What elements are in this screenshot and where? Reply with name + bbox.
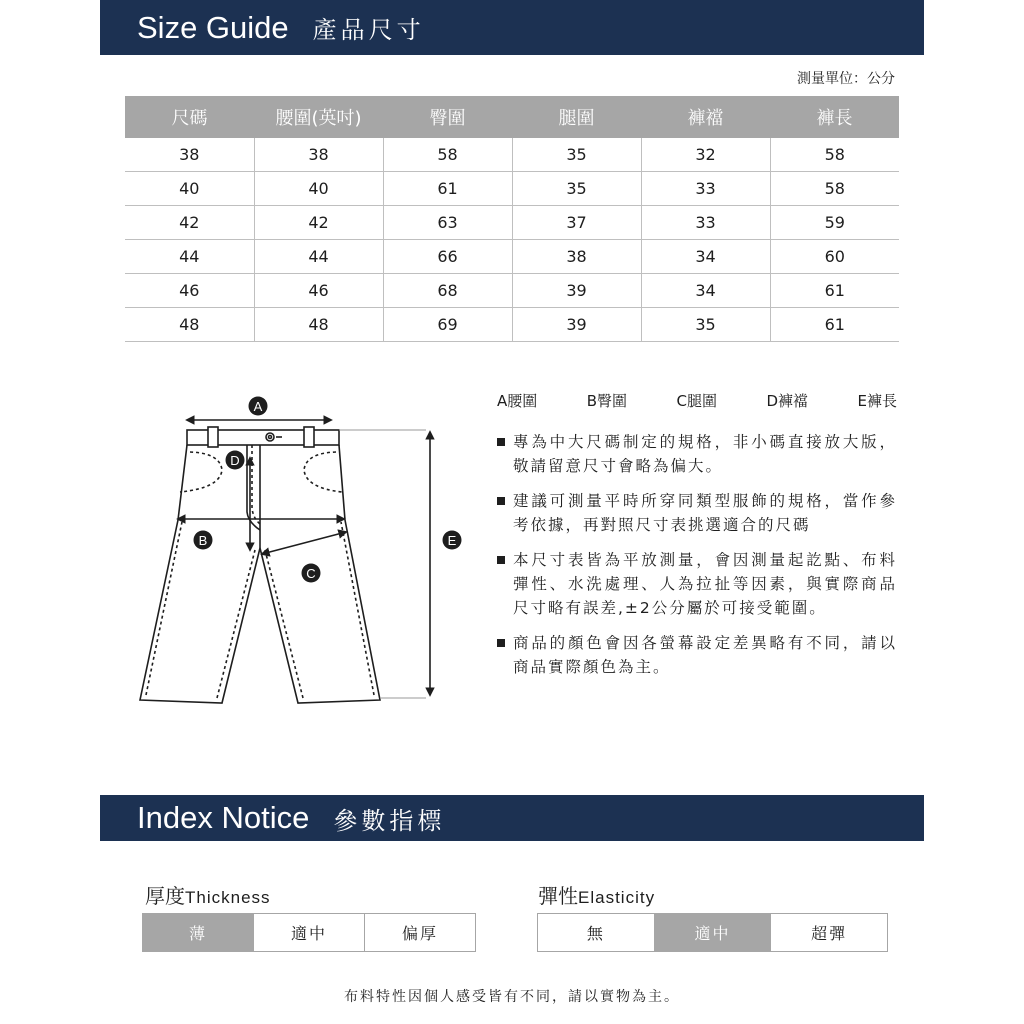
marker-d	[226, 451, 245, 470]
thickness-label-zh: 厚度	[145, 884, 185, 908]
square-bullet-icon	[497, 438, 505, 446]
marker-b-label: B	[198, 533, 208, 548]
table-cell: 46	[125, 274, 254, 308]
table-cell: 68	[383, 274, 512, 308]
table-row	[125, 240, 899, 274]
measurement-unit: 測量單位：公分	[797, 71, 895, 87]
note-item	[497, 548, 897, 620]
table-cell: 59	[770, 206, 899, 240]
pants-measurement-diagram	[130, 390, 457, 720]
size-table-body	[125, 138, 899, 342]
index-notice-banner	[100, 795, 924, 841]
thickness-title	[145, 880, 271, 909]
note-item	[497, 430, 897, 478]
square-bullet-icon	[497, 639, 505, 647]
table-cell: 35	[512, 138, 641, 172]
elasticity-option: 超彈	[811, 924, 848, 943]
size-guide-title-en: Size Guide	[137, 9, 289, 45]
table-cell: 60	[770, 240, 899, 274]
note-text: 專為中大尺碼制定的規格，非小碼直接放大版，敬請留意尺寸會略為偏大。	[513, 433, 897, 475]
elasticity-label-en: Elasticity	[578, 888, 656, 907]
thickness-option: 適中	[254, 914, 365, 951]
table-cell: 35	[641, 308, 770, 342]
legend-item: A腰圍	[497, 392, 538, 410]
note-item	[497, 489, 897, 537]
table-cell: 69	[383, 308, 512, 342]
table-cell: 66	[383, 240, 512, 274]
table-cell: 58	[770, 172, 899, 206]
table-cell: 39	[512, 308, 641, 342]
index-notice-title-en: Index Notice	[137, 800, 310, 835]
table-cell: 44	[125, 240, 254, 274]
pants-outline	[140, 427, 380, 703]
marker-e-label: E	[447, 533, 457, 548]
table-cell: 48	[125, 308, 254, 342]
marker-e	[443, 531, 462, 550]
elasticity-label-zh: 彈性	[538, 884, 578, 908]
thickness-label-en: Thickness	[185, 888, 271, 907]
index-notice-title-zh: 參數指標	[333, 806, 446, 835]
table-cell: 40	[254, 172, 383, 206]
note-item	[497, 631, 897, 679]
square-bullet-icon	[497, 556, 505, 564]
square-bullet-icon	[497, 497, 505, 505]
note-text: 本尺寸表皆為平放測量，會因測量起訖點、布料彈性、水洗處理、人為拉扯等因素，與實際商品尺寸略有誤差,±2公分屬於可接受範圍。	[513, 551, 897, 617]
footer-note: 布料特性因個人感受皆有不同，請以實物為主。	[344, 989, 680, 1005]
table-row	[125, 308, 899, 342]
table-row	[125, 172, 899, 206]
column-header: 腰圍(英吋)	[254, 96, 383, 138]
elasticity-scale	[537, 913, 888, 952]
marker-b	[194, 531, 213, 550]
measure-lines	[178, 420, 430, 698]
column-header: 褲襠	[641, 96, 770, 138]
marker-a	[249, 397, 268, 416]
thickness-option: 偏厚	[401, 924, 438, 943]
elasticity-option: 無	[538, 914, 655, 951]
elasticity-option: 適中	[655, 914, 772, 951]
column-header: 褲長	[770, 96, 899, 138]
table-cell: 40	[125, 172, 254, 206]
table-cell: 33	[641, 172, 770, 206]
marker-c	[302, 564, 321, 583]
table-cell: 39	[512, 274, 641, 308]
note-text: 商品的顏色會因各螢幕設定差異略有不同，請以商品實際顏色為主。	[513, 634, 897, 676]
note-text: 建議可測量平時所穿同類型服飾的規格，當作參考依據，再對照尺寸表挑選適合的尺碼	[513, 492, 897, 534]
column-header: 腿圍	[512, 96, 641, 138]
table-cell: 44	[254, 240, 383, 274]
table-cell: 42	[125, 206, 254, 240]
marker-c-label: C	[306, 566, 316, 581]
table-cell: 38	[512, 240, 641, 274]
table-cell: 38	[254, 138, 383, 172]
size-guide-banner	[100, 0, 924, 55]
table-cell: 38	[125, 138, 254, 172]
size-table	[125, 96, 899, 342]
table-row	[125, 274, 899, 308]
table-cell: 63	[383, 206, 512, 240]
legend-item: D褲襠	[766, 392, 809, 410]
thickness-scale	[142, 913, 476, 952]
table-cell: 58	[770, 138, 899, 172]
thickness-option: 薄	[143, 914, 254, 951]
marker-d-label: D	[230, 453, 240, 468]
legend-item: C腿圍	[676, 392, 717, 410]
table-cell: 58	[383, 138, 512, 172]
legend-item: B臀圍	[586, 392, 628, 410]
table-cell: 34	[641, 274, 770, 308]
size-guide-title-zh: 產品尺寸	[312, 16, 425, 44]
table-row	[125, 138, 899, 172]
column-header: 臀圍	[383, 96, 512, 138]
table-row	[125, 206, 899, 240]
marker-a-label: A	[253, 399, 263, 414]
table-cell: 34	[641, 240, 770, 274]
table-cell: 48	[254, 308, 383, 342]
table-cell: 61	[770, 274, 899, 308]
legend-item: E褲長	[857, 392, 897, 410]
table-cell: 42	[254, 206, 383, 240]
elasticity-title	[538, 880, 655, 909]
table-cell: 46	[254, 274, 383, 308]
table-cell: 33	[641, 206, 770, 240]
notes-list	[497, 430, 897, 690]
table-cell: 35	[512, 172, 641, 206]
table-cell: 37	[512, 206, 641, 240]
measurement-legend	[497, 390, 897, 411]
size-table-header	[125, 96, 899, 138]
table-cell: 61	[383, 172, 512, 206]
column-header: 尺碼	[125, 96, 254, 138]
table-cell: 32	[641, 138, 770, 172]
table-cell: 61	[770, 308, 899, 342]
